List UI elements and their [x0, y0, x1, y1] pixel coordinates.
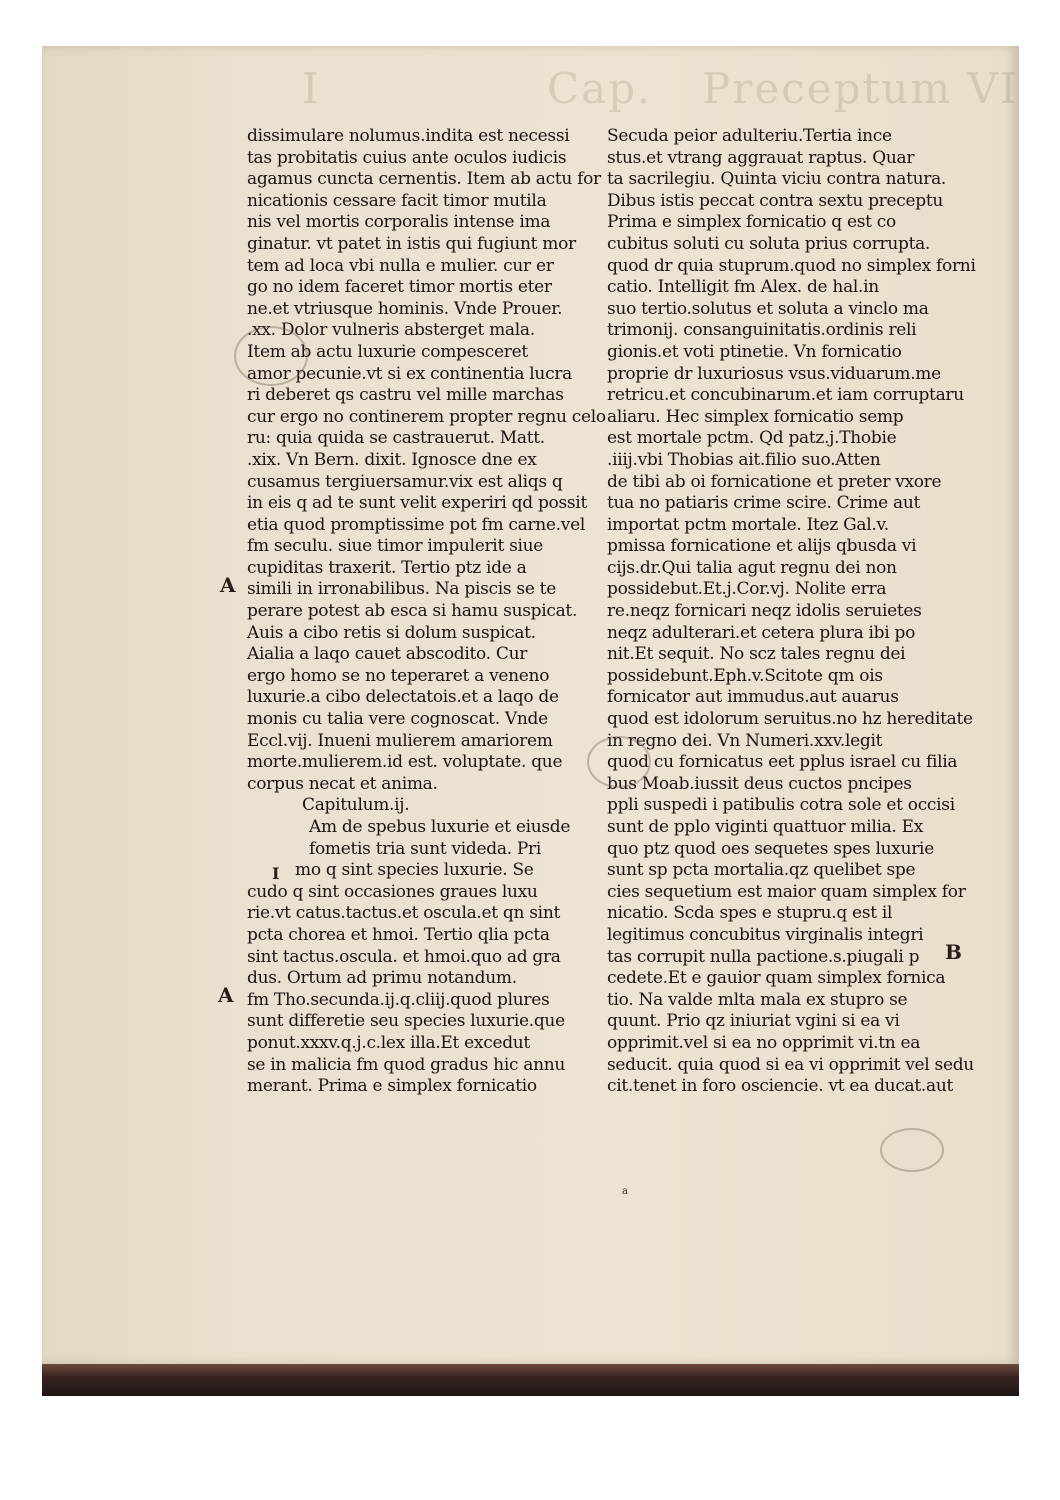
text-line: retricu.et concubinarum.et iam corruptaru [607, 385, 964, 406]
text-line: sunt sp pcta mortalia.qz quelibet spe [607, 860, 916, 881]
text-line: possidebut.Et.j.Cor.vj. Nolite erra [607, 579, 887, 600]
text-line: Auis a cibo retis si dolum suspicat. [247, 622, 536, 643]
page-photograph [42, 46, 1019, 1396]
text-line: quod dr quia stuprum.quod no simplex forni [607, 255, 976, 276]
text-line: trimonij. consanguinitatis.ordinis reli [607, 320, 917, 341]
text-line: dus. Ortum ad primu notandum. [247, 968, 517, 989]
text-line: go no idem faceret timor mortis eter [247, 277, 552, 298]
text-line: .xx. Dolor vulneris absterget mala. [247, 320, 535, 341]
text-line: quod cu fornicatus eet pplus israel cu filia [607, 752, 958, 773]
text-line: ru: quia quida se castrauerut. Matt. [247, 428, 545, 449]
text-line: nis vel mortis corporalis intense ima [247, 212, 551, 233]
text-line: cusamus tergiuersamur.vix est aliqs q [247, 471, 563, 492]
text-line: .xix. Vn Bern. dixit. Ignosce dne ex [247, 449, 537, 470]
text-line: est mortale pctm. Qd patz.j.Thobie [607, 428, 897, 449]
text-line: legitimus concubitus virginalis integri [607, 924, 924, 945]
text-line: de tibi ab oi fornicatione et preter vxore [607, 471, 942, 492]
text-line: amor pecunie.vt si ex continentia lucra [247, 363, 572, 384]
text-line: quod est idolorum seruitus.no hz hereditate [607, 709, 973, 730]
text-line: luxurie.a cibo delectatois.et a laqo de [247, 687, 559, 708]
text-line: nicationis cessare facit timor mutila [247, 190, 547, 211]
text-line: possidebunt.Eph.v.Scitote qm ois [607, 665, 883, 686]
text-line: ppli suspedi i patibulis cotra sole et occisi [607, 795, 955, 816]
text-line: ginatur. vt patet in istis qui fugiunt mor [247, 233, 576, 254]
book-edge [42, 1364, 1019, 1396]
library-stamp [880, 1128, 944, 1172]
text-line: aliaru. Hec simplex fornicatio semp [607, 406, 904, 427]
text-line: fometis tria sunt videda. Pri [309, 838, 542, 859]
chapter-heading: Capitulum.ij. [302, 795, 410, 816]
text-line: pmissa fornicatione et alijs qbusda vi [607, 536, 917, 557]
text-line: Secuda peior adulteriu.Tertia ince [607, 126, 892, 146]
text-line: ne.et vtriusque hominis. Vnde Prouer. [247, 298, 563, 319]
text-line: sunt de pplo viginti quattuor milia. Ex [607, 817, 924, 837]
text-line: cijs.dr.Qui talia agut regnu dei non [607, 557, 897, 578]
text-line: cudo q sint occasiones graues luxu [247, 881, 538, 902]
text-line: monis cu talia vere cognoscat. Vnde [247, 709, 548, 730]
text-line: mo q sint species luxurie. Se [295, 860, 534, 881]
text-line: Am de spebus luxurie et eiusde [309, 817, 571, 837]
left-text-column [247, 126, 606, 1098]
text-line: morte.mulierem.id est. voluptate. que [247, 752, 563, 773]
text-line: simili in irronabilibus. Na piscis se te [247, 579, 556, 600]
text-line: opprimit.vel si ea no opprimit vi.tn ea [607, 1032, 921, 1053]
text-line: etia quod promptissime pot fm carne.vel [247, 514, 585, 535]
text-line: Aialia a laqo cauet abscodito. Cur [247, 644, 528, 665]
text-line: ergo homo se no teperaret a veneno [247, 665, 550, 686]
text-line: quunt. Prio qz iniuriat vgini si ea vi [607, 1011, 900, 1032]
text-line: tem ad loca vbi nulla e mulier. cur er [247, 255, 554, 276]
text-line: agamus cuncta cernentis. Item ab actu for [247, 169, 601, 190]
text-line: bus Moab.iussit deus cuctos pncipes [607, 773, 912, 794]
text-line: cit.tenet in foro osciencie. vt ea ducat.aut [607, 1076, 954, 1097]
text-line: seducit. quia quod si ea vi opprimit vel sedu [607, 1054, 974, 1075]
text-line: ri deberet qs castru vel mille marchas [247, 385, 564, 406]
text-line: fm Tho.secunda.ij.q.cliij.quod plures [247, 989, 550, 1010]
text-line: in regno dei. Vn Numeri.xxv.legit [607, 730, 883, 751]
running-header-chapter: Cap. [547, 64, 653, 113]
text-line: neqz adulterari.et cetera plura ibi po [607, 622, 916, 643]
text-line: gionis.et voti ptinetie. Vn fornicatio [607, 341, 902, 362]
text-line: perare potest ab esca si hamu suspicat. [247, 601, 578, 622]
text-line: sint tactus.oscula. et hmoi.quo ad gra [247, 946, 561, 967]
right-text-column [607, 126, 976, 1098]
text-line: sunt differetie seu species luxurie.que [247, 1011, 565, 1032]
text-line: Prima e simplex fornicatio q est co [607, 212, 896, 233]
text-line: re.neqz fornicari neqz idolis seruietes [607, 601, 922, 622]
text-line: cupiditas traxerit. Tertio ptz ide a [247, 557, 527, 578]
text-line: in eis q ad te sunt velit experiri qd possit [247, 493, 587, 514]
text-line: proprie dr luxuriosus vsus.viduarum.me [607, 363, 941, 384]
text-line: .iiij.vbi Thobias ait.filio suo.Atten [607, 449, 881, 470]
text-line: tua no patiaris crime scire. Crime aut [607, 493, 921, 514]
marginal-letter: A [218, 983, 234, 1007]
text-line: rie.vt catus.tactus.et oscula.et qn sint [247, 903, 561, 924]
text-line: corpus necat et anima. [247, 773, 438, 794]
book-page [42, 46, 1019, 1364]
running-header-precept: Preceptum VI [702, 64, 1019, 113]
library-stamp [587, 736, 651, 788]
text-line: dissimulare nolumus.indita est necessi [247, 126, 570, 146]
text-line: fm seculu. siue timor impulerit siue [247, 536, 544, 557]
text-line: pcta chorea et hmoi. Tertio qlia pcta [247, 924, 550, 945]
text-line: tio. Na valde mlta mala ex stupro se [607, 989, 908, 1010]
text-line: stus.et vtrang aggrauat raptus. Quar [607, 147, 915, 168]
text-line: cies sequetium est maior quam simplex for [607, 881, 966, 902]
text-line: cedete.Et e gauior quam simplex fornica [607, 968, 946, 989]
text-line: nit.Et sequit. No scz tales regnu dei [607, 644, 906, 665]
library-stamp [234, 326, 308, 386]
text-line: nicatio. Scda spes e stupru.q est il [607, 903, 893, 924]
text-line: Eccl.vij. Inueni mulierem amariorem [247, 730, 553, 751]
text-line: ponut.xxxv.q.j.c.lex illa.Et excedut [247, 1032, 530, 1053]
text-line: cur ergo no continerem propter regnu celo [247, 406, 606, 427]
text-line: merant. Prima e simplex fornicatio [247, 1076, 537, 1097]
text-line: catio. Intelligit fm Alex. de hal.in [607, 277, 879, 298]
marginal-letter: A [220, 573, 236, 597]
text-line: tas corrupit nulla pactione.s.piugali p [607, 946, 920, 967]
signature-mark: a [622, 1186, 628, 1197]
text-line: cubitus soluti cu soluta prius corrupta. [607, 233, 931, 254]
text-line: ta sacrilegiu. Quinta viciu contra natura. [607, 169, 947, 190]
marginal-letter: B [945, 940, 962, 964]
marginal-letter: I [272, 864, 280, 883]
running-header-left: I [302, 64, 321, 113]
text-line: fornicator aut immudus.aut auarus [607, 687, 899, 708]
text-line: importat pctm mortale. Itez Gal.v. [607, 514, 889, 535]
text-line: tas probitatis cuius ante oculos iudicis [247, 147, 567, 168]
text-line: quo ptz quod oes sequetes spes luxurie [607, 838, 934, 859]
text-line: suo tertio.solutus et soluta a vinclo ma [607, 298, 929, 319]
text-line: se in malicia fm quod gradus hic annu [247, 1054, 566, 1075]
text-line: Dibus istis peccat contra sextu preceptu [607, 190, 944, 211]
text-line: Item ab actu luxurie compesceret [247, 341, 528, 362]
